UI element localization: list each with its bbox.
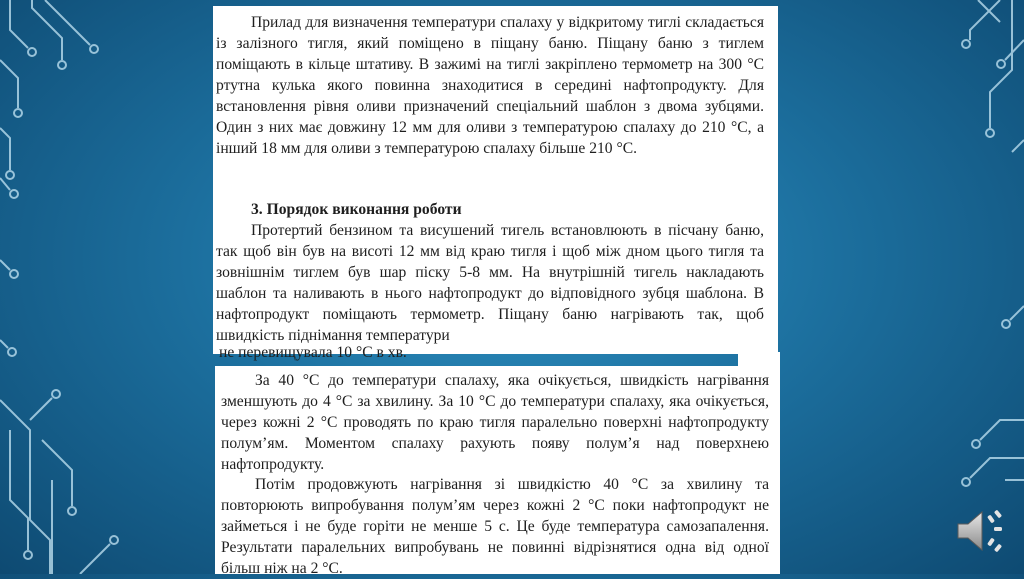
- paragraph-device-description: Прилад для визначення температури спалаху у відкритому тиглі складається із залізного тигля, який поміщено в піщану баню. Піщану баню з тиглем поміщають в кільце штативу. В зажимі на тиглі закріплено термометр на 300 °С ртутна кулька якого повинна знаходитися в середині нафтопродукту. Для встановлення рівня оливи призначений спеціальний шаблон з двома зубцями. Один з них має довжину 12 мм для оливи з температурою спалаху до 210 °С, а інший 18 мм для оливи з температурою спалаху більше 210 °С.: [216, 14, 764, 157]
- paragraph-self-ignition: Потім продовжують нагрівання зі швидкістю 40 °С за хвилину та повторюють випробування полум’ям через кожні 2 °С поки нафтопродукт не займеться і не буде горіти не менше 5 с. Це буде температура самозапалення. Результати паралельних випробувань не повинні відрізнятися одна від одної більш ніж на 2 °С.: [221, 476, 769, 577]
- section-heading: 3. Порядок виконання роботи: [251, 201, 462, 218]
- paragraph-heating-rate: За 40 °С до температури спалаху, яка очікується, швидкість нагрівання зменшують до 4 °С за хвилину. За 10 °С до температури спалаху, яка очікується, через кожні 2 °С проводять по краю тигля паралельно поверхні нафтопродукту полум’ям. Моментом спалаху рахують появу полум’я над поверхнею нафтопродукту.: [221, 372, 769, 473]
- document-page-bottom: [215, 366, 780, 577]
- speaker-icon[interactable]: [952, 506, 1010, 556]
- document-page-top: [213, 6, 778, 361]
- paragraph-procedure-last-line: не перевищувала 10 °С в хв.: [219, 344, 407, 361]
- page-corner-tab: [738, 352, 780, 366]
- paragraph-procedure: Протертий бензином та висушений тигель встановлюють в пісчану баню, так щоб він був на висоті 12 мм від краю тигля і щоб між дном цього тигля та зовнішнім тиглем був шар піску 5-8 мм. На внутрішній тигель накладають шаблон та наливають в нього нафтопродукт до відповідного зубця шаблона. В нафтопродукт поміщають термометр. Піщану баню нагрівають так, щоб швидкість піднімання температури: [216, 222, 764, 344]
